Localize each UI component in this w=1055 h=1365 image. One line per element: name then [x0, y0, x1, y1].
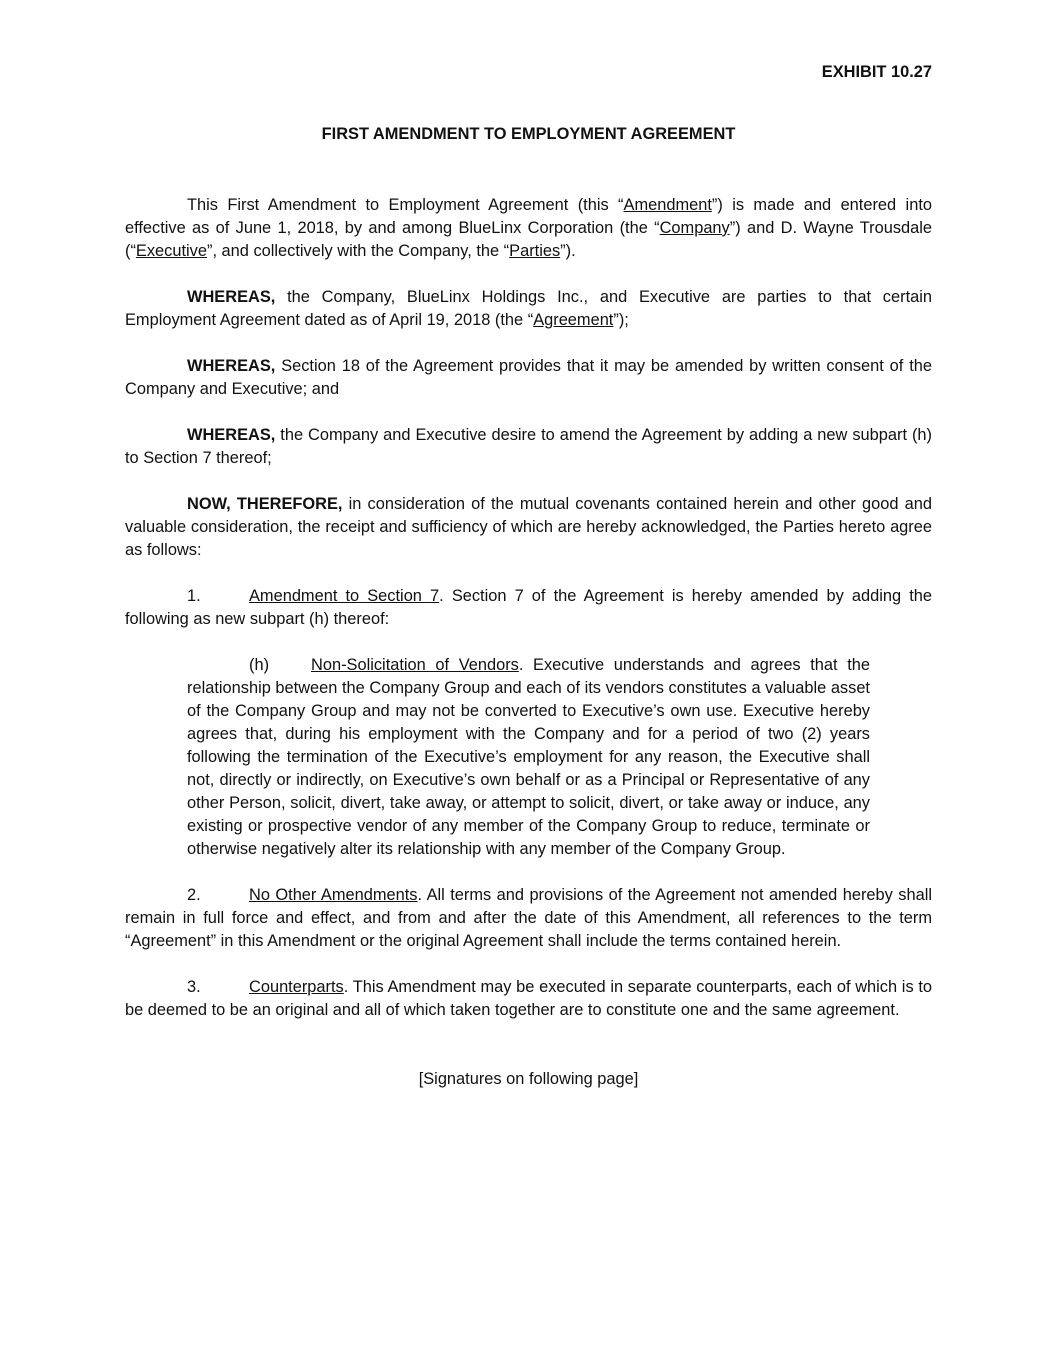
whereas-lead: WHEREAS,: [187, 357, 276, 375]
subpart-heading: Non-Solicitation of Vendors: [311, 656, 519, 674]
section-2-paragraph: [125, 884, 932, 953]
whereas-text: Section 18 of the Agreement provides that it may be amended by written consent of the Company and Executive; and: [125, 357, 932, 398]
whereas-lead: WHEREAS,: [187, 426, 276, 444]
whereas-paragraph-2: [125, 355, 932, 401]
document-title: FIRST AMENDMENT TO EMPLOYMENT AGREEMENT: [321, 125, 736, 143]
section-heading: No Other Amendments: [249, 886, 418, 904]
section-3-paragraph: [125, 976, 932, 1022]
now-therefore-lead: NOW, THEREFORE,: [187, 495, 343, 513]
whereas-text: ”);: [613, 311, 629, 329]
now-therefore-paragraph: [125, 493, 932, 562]
subpart-h-paragraph: [187, 654, 870, 861]
intro-text: ”) and D. Wayne Trousdale (“: [125, 219, 933, 260]
section-number: 2.: [187, 886, 201, 904]
now-therefore-text: in consideration of the mutual covenants contained herein and other good and valuable consideration, the receipt and sufficiency of which are hereby acknowledged, the Parties hereto agree as follows:: [125, 495, 932, 559]
whereas-text: the Company and Executive desire to amend the Agreement by adding a new subpart (h) to Section 7 thereof;: [125, 426, 932, 467]
intro-paragraph: [125, 194, 932, 263]
whereas-paragraph-3: [125, 424, 932, 470]
subpart-number: (h): [249, 656, 270, 674]
defined-term-executive: Executive: [135, 242, 207, 260]
whereas-paragraph-1: [125, 286, 932, 332]
intro-text: ”, and collectively with the Company, the “: [206, 242, 510, 260]
section-number: 1.: [187, 587, 201, 605]
section-text: . This Amendment may be executed in separate counterparts, each of which is to be deemed to be an original and all of which taken together are to constitute one and the same agreement.: [125, 978, 932, 1019]
section-heading: Amendment to Section 7: [249, 587, 440, 605]
whereas-lead: WHEREAS,: [187, 288, 276, 306]
section-number: 3.: [187, 978, 201, 996]
intro-text: ”) is made and entered into effective as of June 1, 2018, by and among BlueLinx Corporation (the “: [125, 196, 932, 237]
defined-term-parties: Parties: [509, 242, 561, 260]
section-heading: Counterparts: [249, 978, 344, 996]
defined-term-company: Company: [659, 219, 730, 237]
whereas-text: the Company, BlueLinx Holdings Inc., and Executive are parties to that certain Employment Agreement dated as of April 19, 2018 (the “: [125, 288, 932, 329]
intro-text: ”).: [560, 242, 576, 260]
exhibit-label: EXHIBIT 10.27: [821, 63, 932, 81]
defined-term-amendment: Amendment: [623, 196, 712, 214]
section-text: . Section 7 of the Agreement is hereby amended by adding the following as new subpart (h) thereof:: [125, 587, 932, 628]
document-body: [125, 61, 932, 1091]
subpart-text: . Executive understands and agrees that the relationship between the Company Group and each of its vendors constitutes a valuable asset of the Company Group and may not be converted to Executive’s own use. Executive hereby agrees that, during his employment with the Company and for a period of two (2) years following the termination of the Executive’s employment for any reason, the Executive shall not, directly or indirectly, on Executive’s own behalf or as a Principal or Representative of any other Person, solicit, divert, take away, or attempt to solicit, divert, or take away or induce, any existing or prospective vendor of any member of the Company Group to reduce, terminate or otherwise negatively alter its relationship with any member of the Company Group.: [187, 656, 870, 858]
section-text: . All terms and provisions of the Agreement not amended hereby shall remain in full force and effect, and from and after the date of this Amendment, all references to the term “Agreement” in this Amendment or the original Agreement shall include the terms contained herein.: [125, 886, 932, 950]
defined-term-agreement: Agreement: [533, 311, 614, 329]
section-1-paragraph: [125, 585, 932, 631]
signatures-note: [Signatures on following page]: [418, 1070, 639, 1088]
intro-text: This First Amendment to Employment Agreement (this “: [187, 196, 624, 214]
